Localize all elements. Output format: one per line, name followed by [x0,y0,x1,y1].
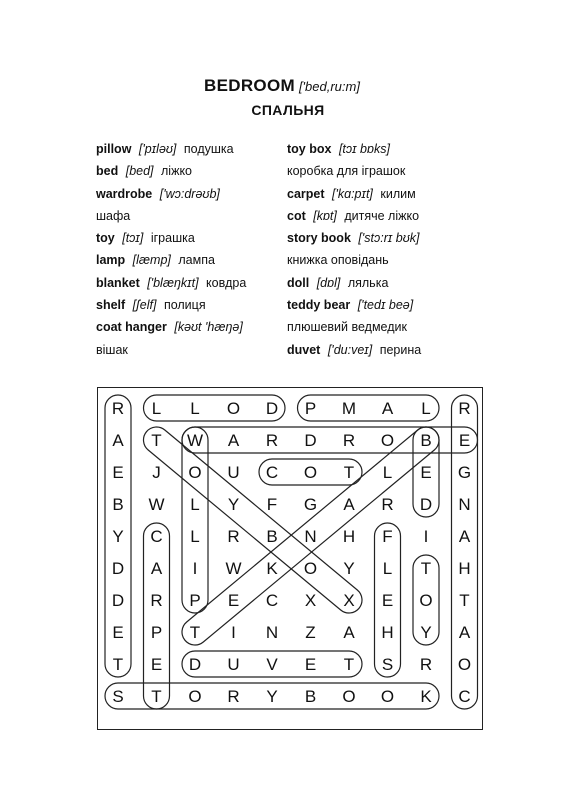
vocab-line [287,341,424,363]
vocab-line [96,140,247,162]
grid-letter: L [190,495,200,514]
word-search-grid [97,387,483,730]
vocab-transcription: ['stɔ:rɪ bʊk] [358,231,420,246]
vocab-line [96,229,247,251]
grid-letter: I [192,559,198,578]
vocab-transcription: ['wɔ:drəʊb] [159,186,220,201]
grid-letter: O [303,559,318,578]
grid-letter: B [112,495,124,514]
vocab-line [96,162,247,184]
grid-letter: H [342,527,356,546]
grid-letter: P [150,623,163,642]
vocab-transcription: ['blæŋkɪt] [147,275,199,290]
vocab-english-word: shelf [96,298,126,313]
vocab-transcription: [tɔɪ bɒks] [338,142,390,156]
grid-letter: L [151,399,162,418]
grid-letter: U [227,655,240,674]
grid-letter: D [419,495,433,514]
grid-letter: F [266,495,278,514]
grid-letter: W [225,559,242,578]
grid-letter: I [231,623,236,642]
vocab-line [287,318,424,340]
vocab-transcription: ['pɪləʊ] [138,142,177,156]
grid-letter: P [304,399,317,418]
vocab-transcription: [tɔɪ] [122,231,144,246]
grid-letter: C [458,687,471,706]
vocab-english-word: toy [96,231,115,246]
vocab-translation: іграшка [150,231,195,246]
grid-letter: W [186,431,204,450]
grid-letter: R [419,655,433,674]
grid-letter: Y [112,527,124,546]
vocab-line [96,341,247,363]
grid-letter: O [342,687,356,706]
vocab-line [287,251,424,273]
grid-letter: A [458,527,471,546]
title-word: BEDROOM [204,76,295,95]
grid-letter: N [265,623,279,642]
grid-letter: C [265,591,279,610]
grid-letter: A [112,431,124,450]
vocab-translation: подушка [183,142,234,156]
grid-letter: V [266,655,278,674]
grid-letter: S [381,655,394,674]
vocab-english-word: teddy bear [287,298,351,313]
vocab-translation: лампа [178,253,215,268]
grid-letter: J [152,463,161,482]
grid-letter: O [226,399,241,418]
vocab-translation: дитяче ліжко [344,208,420,223]
grid-letter: D [265,399,279,418]
grid-letter: X [343,591,355,610]
page-subtitle: СПАЛЬНЯ [251,102,325,118]
grid-letter: R [381,495,394,514]
grid-letter: S [112,687,124,706]
vocab-line [96,318,247,340]
grid-letter: R [458,399,471,418]
title-ipa: ['bed,ru:m] [298,79,360,94]
found-word-loop-lamp [298,395,440,421]
vocab-line [287,274,424,296]
vocab-english-word: duvet [287,342,321,357]
vocab-translation: шафа [96,208,131,223]
grid-letter: L [382,559,393,578]
grid-letter: W [148,495,165,514]
grid-letter: R [111,399,125,418]
vocab-line [287,296,424,318]
grid-letter: M [341,399,357,418]
grid-letter: B [266,527,278,546]
grid-letter: H [381,623,394,642]
grid-letter: L [190,527,200,546]
vocab-transcription: [ʃelf] [132,298,157,313]
grid-letter: A [381,399,394,418]
grid-letter: A [458,623,471,642]
grid-letter: T [112,655,124,674]
grid-letter: E [458,431,471,450]
grid-letter: X [304,591,317,610]
grid-letter: T [459,591,470,610]
grid-letter: U [227,463,240,482]
grid-letter: L [382,463,393,482]
found-word-loop-doll [144,395,286,421]
vocab-english-word: blanket [96,275,140,290]
grid-letter: R [227,687,240,706]
found-word-loop-carpet [144,523,170,709]
vocab-english-word: cot [287,208,306,223]
grid-letter: O [457,655,472,674]
grid-letter: T [151,431,162,450]
grid-letter: T [420,559,432,578]
vocab-english-word: pillow [96,142,132,156]
vocab-transcription: ['tedɪ beə] [357,298,414,313]
vocab-translation: книжка оповідань [287,253,389,268]
vocab-line [96,274,247,296]
vocab-line [287,140,424,162]
vocab-transcription: [kəʊt 'hæŋə] [174,320,243,335]
grid-letter: Y [420,623,432,642]
grid-letter: O [188,463,202,482]
grid-letter: E [304,655,317,674]
vocab-list-left [96,140,247,363]
grid-letter: G [303,495,318,514]
grid-letter: H [458,559,471,578]
found-word-loop-wardrobe [182,427,478,453]
found-word-loop-teddybear [138,422,367,619]
grid-letter: N [304,527,317,546]
vocab-line [96,207,247,229]
vocab-english-word: carpet [287,186,325,201]
grid-letter: Y [266,687,278,706]
vocab-line [96,185,247,207]
grid-letter: K [266,559,278,578]
vocab-translation: полиця [163,298,206,313]
grid-letter: E [381,591,394,610]
grid-letter: D [304,431,317,450]
grid-letter: C [150,527,163,546]
vocab-english-word: toy box [287,142,332,156]
grid-letter: R [227,527,240,546]
grid-letter: F [382,527,393,546]
vocab-line [287,207,424,229]
vocab-translation: плюшевий ведмедик [287,320,407,335]
vocab-translation: перина [379,342,422,357]
grid-letter: L [421,399,431,418]
vocab-translation: вішак [96,342,128,357]
grid-letter: T [189,623,201,642]
grid-letter: E [227,591,240,610]
grid-letter: C [265,463,279,482]
grid-letter: K [420,687,432,706]
page-title [0,76,564,96]
vocab-line [287,229,424,251]
vocab-transcription: ['kɑ:pɪt] [332,186,373,201]
grid-letter: Z [305,623,316,642]
grid-letter: I [423,527,429,546]
vocab-line [96,251,247,273]
vocab-list-right [287,140,424,363]
vocab-transcription: [kɒt] [313,208,337,223]
grid-letter: E [112,463,124,482]
vocab-line [287,185,424,207]
vocab-translation: ковдра [206,275,247,290]
vocab-english-word: lamp [96,253,126,268]
grid-letter: B [420,431,432,450]
vocab-translation: ліжко [161,164,193,179]
grid-letter: O [419,591,433,610]
vocab-translation: лялька [347,275,389,290]
grid-letter: B [304,687,317,706]
grid-letter: D [188,655,202,674]
grid-letter: A [150,559,163,578]
grid-letter: A [227,431,240,450]
vocab-english-word: bed [96,164,119,179]
grid-letter: Y [343,559,355,578]
grid-letter: E [112,623,124,642]
grid-letter: N [458,495,471,514]
grid-letter: T [343,655,355,674]
vocab-translation: коробка для іграшок [287,164,406,179]
grid-letter: O [188,687,202,706]
grid-letter: A [343,495,355,514]
grid-letter: R [265,431,279,450]
grid-letter: E [150,655,163,674]
grid-letter: O [380,431,395,450]
grid-letter: T [151,687,162,706]
vocab-line [96,296,247,318]
grid-letter: D [111,559,125,578]
vocab-transcription: [læmp] [132,253,171,268]
grid-letter: Y [227,495,240,514]
grid-letter: T [343,463,355,482]
grid-letter: A [343,623,355,642]
vocab-translation: килим [380,186,416,201]
vocab-transcription: [bed] [125,164,154,179]
grid-letter: D [111,591,125,610]
grid-letter: E [420,463,432,482]
vocab-english-word: doll [287,275,310,290]
vocab-line [287,162,424,184]
vocab-transcription: [dɒl] [316,275,341,290]
grid-letter: R [150,591,163,610]
vocab-transcription: ['du:veɪ] [327,342,373,357]
grid-letter: G [457,463,472,482]
vocab-english-word: story book [287,231,351,246]
grid-letter: O [303,463,318,482]
grid-letter: L [190,399,200,418]
grid-letter: R [342,431,356,450]
grid-letter: O [380,687,395,706]
word-search-svg [98,388,484,731]
grid-letter: P [189,591,201,610]
vocab-english-word: wardrobe [96,186,153,201]
vocab-english-word: coat hanger [96,320,167,335]
